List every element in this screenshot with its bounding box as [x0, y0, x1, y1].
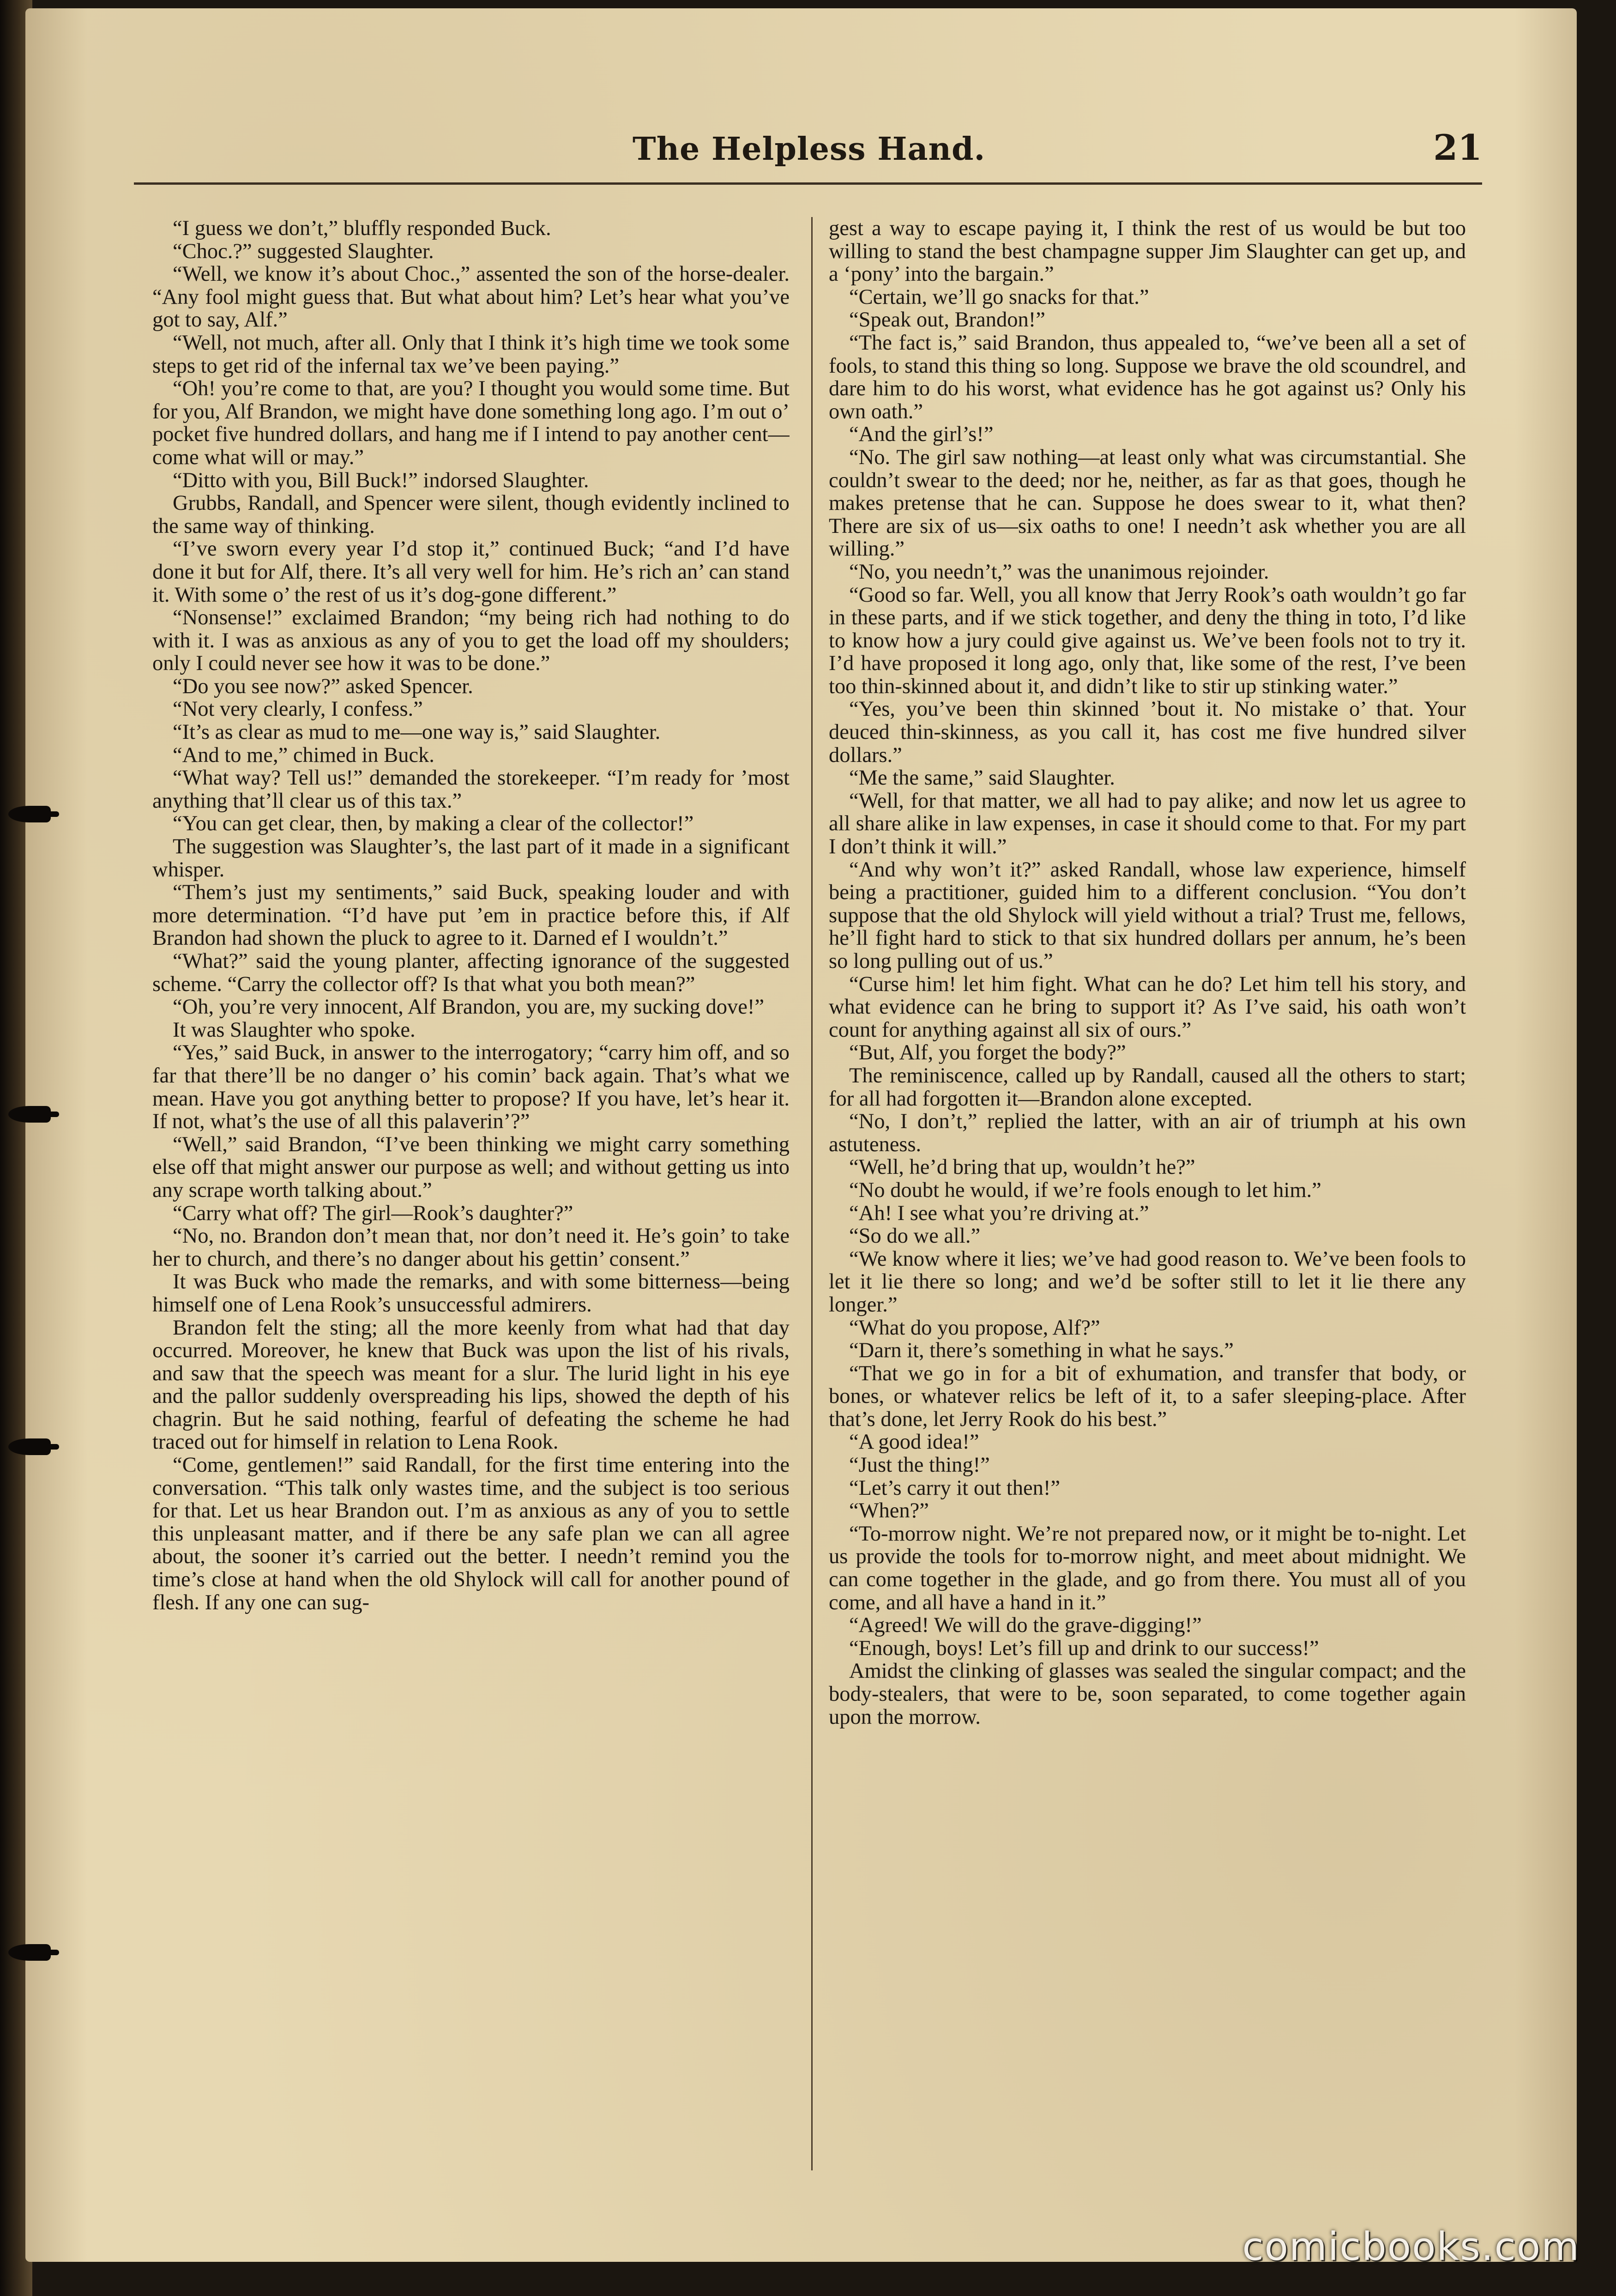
paragraph: “What?” said the young planter, affecting ignorance of the suggested scheme. “Carry the collector off? Is that what you both mean?”	[152, 949, 790, 996]
paragraph: “But, Alf, you forget the body?”	[849, 1041, 1126, 1065]
paragraph: “What do you propose, Alf?”	[849, 1316, 1100, 1340]
page-number: 21	[1433, 127, 1482, 168]
paragraph: “Certain, we’ll go snacks for that.”	[849, 285, 1149, 309]
paragraph: “Speak out, Brandon!”	[849, 308, 1045, 332]
paragraph: “The fact is,” said Brandon, thus appealed to, “we’ve been all a set of fools, to stand this thing so long. Suppose we brave the old scoundrel, and dare him to do his worst, what evidence has he got against us? Only his own oath.”	[829, 331, 1466, 423]
paragraph: “Them’s just my sentiments,” said Buck, speaking louder and with more determination. “I’d have put ’em in practice before this, if Alf Brandon had shown the pluck to agree to it. Darned ef I wouldn’t.”	[152, 881, 790, 950]
paragraph: “So do we all.”	[849, 1224, 981, 1248]
paragraph: “No doubt he would, if we’re fools enough to let him.”	[849, 1178, 1321, 1202]
paragraph: “No, you needn’t,” was the unanimous rejoinder.	[849, 560, 1269, 584]
paragraph: “We know where it lies; we’ve had good reason to. We’ve been fools to let it lie there so long; and we’d be softer still to let it lie there any longer.”	[829, 1247, 1466, 1317]
paragraph: “I’ve sworn every year I’d stop it,” continued Buck; “and I’d have done it but for Alf, there. It’s all very well for him. He’s rich an’ can stand it. With some o’ the rest of us it’s dog-gone different.”	[152, 537, 790, 607]
paragraph: “You can get clear, then, by making a clear of the collector!”	[173, 812, 694, 836]
paragraph: “I guess we don’t,” bluffly responded Buck.	[173, 217, 551, 240]
paragraph: “Well, for that matter, we all had to pay alike; and now let us agree to all share alike in law expenses, in case it should come to that. For my part I don’t think it will.”	[829, 789, 1466, 859]
paragraph: The suggestion was Slaughter’s, the last part of it made in a significant whisper.	[152, 835, 790, 882]
paragraph: “What way? Tell us!” demanded the storekeeper. “I’m ready for ’most anything that’ll clear us of this tax.”	[152, 766, 790, 813]
binding-stitch	[8, 1944, 51, 1961]
paragraph: “Well,” said Brandon, “I’ve been thinking we might carry something else off that might answer our purpose as well; and without getting us into any scrape worth talking about.”	[152, 1132, 790, 1202]
paragraph: “Darn it, there’s something in what he says.”	[849, 1339, 1234, 1363]
paragraph: “Me the same,” said Slaughter.	[849, 766, 1115, 790]
paragraph: “Yes,” said Buck, in answer to the interrogatory; “carry him off, and so far that there’ll be no danger o’ his comin’ back again. That’s what we mean. Have you got anything better to propose? If you have, let’s hear it. If not, what’s the use of all this palaverin’?”	[152, 1041, 790, 1134]
paragraph: “When?”	[849, 1499, 929, 1523]
paragraph: “Carry what off? The girl—Rook’s daughter?”	[173, 1201, 573, 1225]
paragraph: “Just the thing!”	[849, 1453, 990, 1477]
paragraph: “Ah! I see what you’re driving at.”	[849, 1201, 1149, 1225]
paragraph: “Good so far. Well, you all know that Jerry Rook’s oath wouldn’t go far in these parts, and if we stick together, and deny the thing in toto, I’d like to know how a jury could give against us. We’ve been fools not to try it. I’d have proposed it long ago, only that, like some of the rest, I’ve been too thin-skinned about it, and didn’t like to stir up stinking water.”	[829, 583, 1466, 698]
paragraph: “Well, not much, after all. Only that I think it’s high time we took some steps to get rid of the infernal tax we’ve been paying.”	[152, 331, 790, 378]
paragraph: “Well, he’d bring that up, wouldn’t he?”	[849, 1155, 1195, 1179]
paragraph: gest a way to escape paying it, I think the rest of us would be but too willing to stand the best champagne supper Jim Slaughter can get up, and a ‘pony’ into the bargain.”	[829, 217, 1466, 286]
paragraph: “That we go in for a bit of exhumation, and transfer that body, or bones, or whatever relics be left of it, to a safer sleeping-place. After that’s done, let Jerry Rook do his best.”	[829, 1361, 1466, 1431]
running-title: The Helpless Hand.	[633, 131, 986, 168]
paragraph: “No, no. Brandon don’t mean that, nor don’t need it. He’s goin’ to take her to church, and there’s no danger about his gettin’ consent.”	[152, 1224, 790, 1271]
paragraph: Amidst the clinking of glasses was sealed the singular compact; and the body-stealers, that were to be, soon separated, to come together again upon the morrow.	[829, 1659, 1466, 1729]
paragraph: “No. The girl saw nothing—at least only what was circumstantial. She couldn’t swear to the deed; nor he, neither, as far as that goes, though he makes pretense that he can. Suppose he does swear to it, what then? There are six of us—six oaths to one! I needn’t ask whether you are all willing.”	[829, 445, 1466, 561]
paragraph: “And to me,” chimed in Buck.	[173, 743, 434, 767]
paragraph: “And why won’t it?” asked Randall, whose law experience, himself being a practitioner, guided him to a different conclusion. “You don’t suppose that the old Shylock will yield without a trial? Trust me, fellows, he’ll fight hard to stick to that six hundred dollars per annum, he’s been so long pulling out of us.”	[829, 858, 1466, 973]
paragraph: “No, I don’t,” replied the latter, with an air of triumph at his own astuteness.	[829, 1110, 1466, 1156]
paragraph: “And the girl’s!”	[849, 423, 994, 447]
paragraph: “Do you see now?” asked Spencer.	[173, 674, 473, 698]
paragraph: “Ditto with you, Bill Buck!” indorsed Slaughter.	[173, 468, 589, 492]
paragraph: “Oh, you’re very innocent, Alf Brandon, you are, my sucking dove!”	[173, 995, 764, 1019]
running-header	[134, 127, 1482, 185]
paragraph: “Choc.?” suggested Slaughter.	[173, 239, 434, 263]
paragraph: “Agreed! We will do the grave-digging!”	[849, 1613, 1202, 1637]
paragraph: “It’s as clear as mud to me—one way is,” said Slaughter.	[173, 720, 661, 744]
paragraph: Grubbs, Randall, and Spencer were silent, though evidently inclined to the same way of thinking.	[152, 491, 790, 538]
paragraph: “Come, gentlemen!” said Randall, for the first time entering into the conversation. “This talk only wastes time, and the subject is too serious for that. Let us hear Brandon out. I’m as anxious as any of you to settle this unpleasant matter, and if there be any safe plan we can all agree about, the sooner it’s carried out the better. I needn’t remind you the time’s close at hand when the old Shylock will call for another pound of flesh. If any one can sug-	[152, 1453, 790, 1614]
paragraph: “Yes, you’ve been thin skinned ’bout it. No mistake o’ that. Your deuced thin-skinness, as you call it, has cost me five hundred silver dollars.”	[829, 697, 1466, 767]
paragraph: “Enough, boys! Let’s fill up and drink to our success!”	[849, 1636, 1319, 1660]
text-column-left	[152, 217, 790, 2170]
binding-stitch	[8, 806, 51, 822]
paragraph: “Not very clearly, I confess.”	[173, 697, 423, 721]
paragraph: Brandon felt the sting; all the more keenly from what had that day occurred. Moreover, he knew that Buck was upon the list of his rivals, and saw that the speech was meant for a slur. The lurid light in his eye and the pallor suddenly overspreading his lips, showed the depth of his chagrin. But he said nothing, fearful of defeating the scheme he had traced out for himself in relation to Lena Rook.	[152, 1316, 790, 1454]
text-column-right	[829, 217, 1466, 2170]
binding-stitch	[8, 1106, 51, 1123]
paragraph: “Nonsense!” exclaimed Brandon; “my being rich had nothing to do with it. I was as anxious as any of you to get the load off my shoulders; only I could never see how it was to be done.”	[152, 606, 790, 676]
paragraph: “Let’s carry it out then!”	[849, 1476, 1061, 1500]
paragraph: It was Slaughter who spoke.	[173, 1018, 416, 1042]
paragraph: “To-morrow night. We’re not prepared now, or it might be to-night. Let us provide the tools for to-morrow night, and meet about midnight. We can come together in the glade, and go from there. You must all of you come, and all have a hand in it.”	[829, 1522, 1466, 1614]
binding-stitch	[8, 1438, 51, 1455]
paragraph: It was Buck who made the remarks, and with some bitterness—being himself one of Lena Rook’s unsuccessful admirers.	[152, 1270, 790, 1317]
paragraph: The reminiscence, called up by Randall, caused all the others to start; for all had forgotten it—Brandon alone excepted.	[829, 1063, 1466, 1111]
paragraph: “Oh! you’re come to that, are you? I thought you would some time. But for you, Alf Brandon, we might have done something long ago. I’m out o’ pocket five hundred dollars, and hang me if I intend to pay another cent—come what will or may.”	[152, 377, 790, 469]
column-divider	[811, 217, 813, 2170]
paragraph: “Curse him! let him fight. What can he do? Let him tell his story, and what evidence can he bring to support it? As I’ve said, his oath won’t count for anything against all six of ours.”	[829, 972, 1466, 1042]
watermark-text: comicbooks.com	[1242, 2224, 1580, 2269]
paragraph: “A good idea!”	[849, 1430, 979, 1454]
paragraph: “Well, we know it’s about Choc.,” assented the son of the horse-dealer. “Any fool might guess that. But what about him? Let’s hear what you’ve got to say, Alf.”	[152, 262, 790, 332]
